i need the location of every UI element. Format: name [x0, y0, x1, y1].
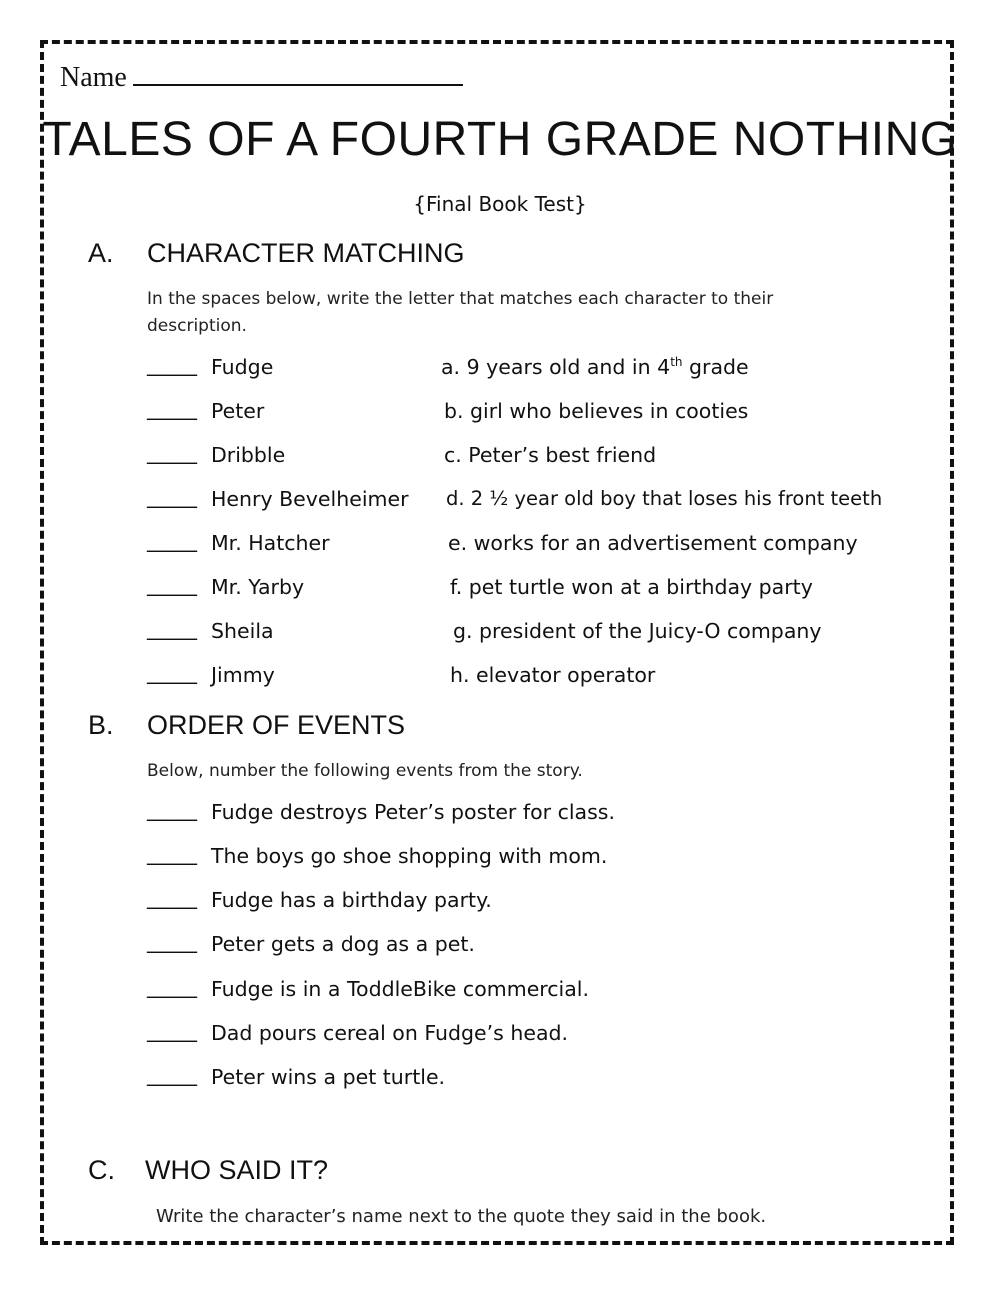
description-item: f. pet turtle won at a birthday party — [450, 575, 813, 599]
character-item: Mr. Hatcher — [211, 531, 330, 555]
section-c-title: WHO SAID IT? — [145, 1155, 329, 1185]
character-item: Sheila — [211, 619, 274, 643]
event-item: Peter gets a dog as a pet. — [211, 932, 475, 956]
match-blank[interactable]: _____ — [147, 572, 197, 596]
page-subtitle: {Final Book Test} — [413, 192, 587, 216]
event-item: Peter wins a pet turtle. — [211, 1065, 446, 1089]
order-blank[interactable]: _____ — [147, 929, 197, 953]
character-item: Peter — [211, 399, 265, 423]
order-blank[interactable]: _____ — [147, 885, 197, 909]
event-item: Fudge is in a ToddleBike commercial. — [211, 977, 590, 1001]
match-blank[interactable]: _____ — [147, 660, 197, 684]
event-item: Dad pours cereal on Fudge’s head. — [211, 1021, 569, 1045]
description-item: g. president of the Juicy-O company — [453, 619, 822, 643]
match-blank[interactable]: _____ — [147, 352, 197, 376]
event-item: Fudge has a birthday party. — [211, 888, 492, 912]
character-item: Mr. Yarby — [211, 575, 305, 599]
order-blank[interactable]: _____ — [147, 841, 197, 865]
section-a-instructions-2: description. — [147, 316, 247, 336]
name-field[interactable] — [60, 60, 463, 94]
description-item: c. Peter’s best friend — [444, 443, 657, 467]
section-c-letter: C. — [88, 1155, 115, 1185]
order-blank[interactable]: _____ — [147, 1018, 197, 1042]
description-item: a. 9 years old and in 4th grade — [441, 355, 749, 379]
name-label: Name — [60, 62, 127, 93]
section-b-letter: B. — [88, 710, 114, 740]
match-blank[interactable]: _____ — [147, 616, 197, 640]
order-blank[interactable]: _____ — [147, 797, 197, 821]
description-item: b. girl who believes in cooties — [444, 399, 749, 423]
match-blank[interactable]: _____ — [147, 440, 197, 464]
section-b-title: ORDER OF EVENTS — [147, 710, 406, 740]
description-item: e. works for an advertisement company — [448, 531, 858, 555]
section-a-letter: A. — [88, 238, 114, 268]
match-blank[interactable]: _____ — [147, 484, 197, 508]
character-item: Jimmy — [211, 663, 275, 687]
name-blank-line[interactable] — [133, 60, 463, 86]
page-title: TALES OF A FOURTH GRADE NOTHING — [42, 113, 958, 166]
character-item: Fudge — [211, 355, 274, 379]
character-item: Dribble — [211, 443, 286, 467]
order-blank[interactable]: _____ — [147, 974, 197, 998]
event-item: The boys go shoe shopping with mom. — [211, 844, 608, 868]
match-blank[interactable]: _____ — [147, 396, 197, 420]
description-item: h. elevator operator — [450, 663, 656, 687]
section-a-instructions-1: In the spaces below, write the letter that matches each character to their — [147, 289, 774, 309]
order-blank[interactable]: _____ — [147, 1062, 197, 1086]
character-item: Henry Bevelheimer — [211, 487, 409, 511]
description-item: d. 2 ½ year old boy that loses his front teeth — [446, 487, 883, 510]
section-b-instructions: Below, number the following events from the story. — [147, 761, 583, 781]
event-item: Fudge destroys Peter’s poster for class. — [211, 800, 615, 824]
section-c-instructions: Write the character’s name next to the quote they said in the book. — [156, 1206, 767, 1227]
section-a-title: CHARACTER MATCHING — [147, 238, 465, 268]
match-blank[interactable]: _____ — [147, 528, 197, 552]
